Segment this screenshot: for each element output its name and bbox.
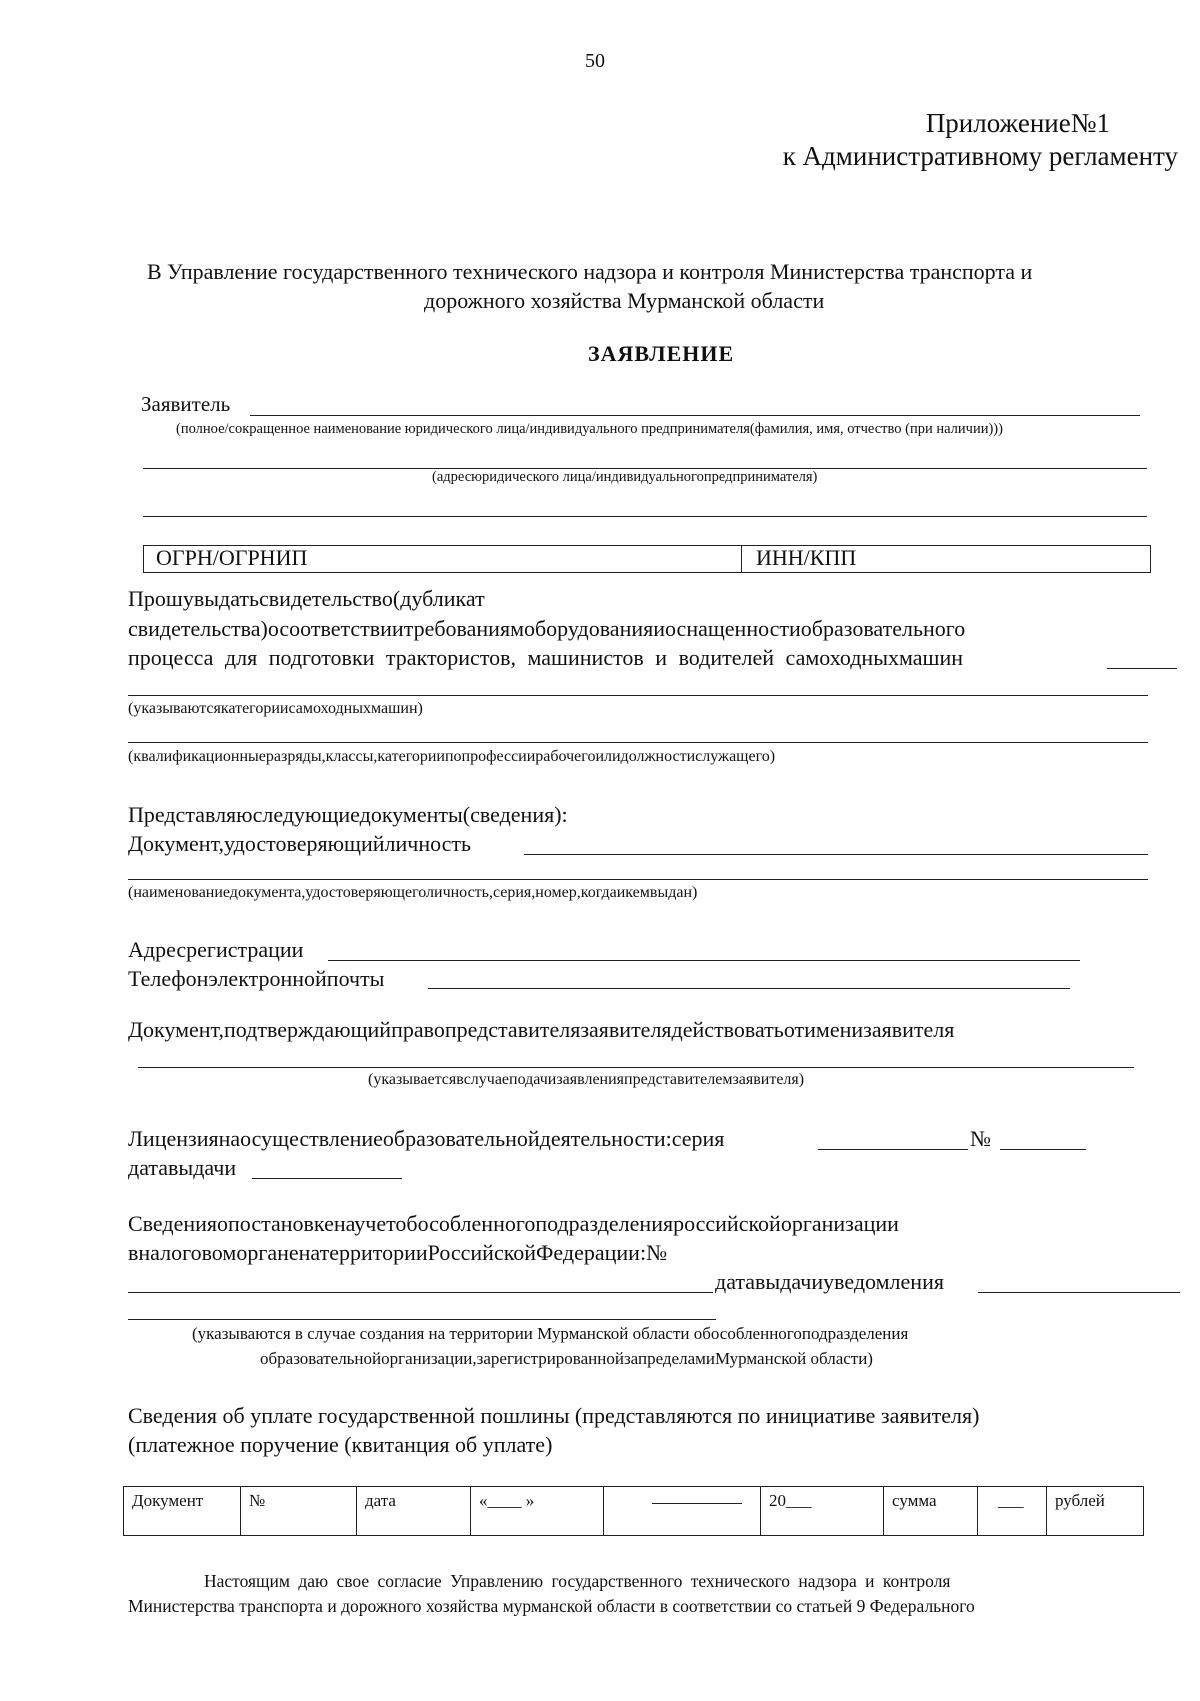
license-date-field[interactable] [252, 1178, 402, 1179]
license-number-field[interactable] [1000, 1149, 1086, 1150]
branch-notice-date-label: датавыдачиуведомления [715, 1269, 944, 1294]
documents-intro: Представляюследующиедокументы(сведения): [128, 802, 568, 827]
addressee-line-1: В Управление государственного технического надзора и контроля Министерства транспорта и [147, 259, 1033, 284]
appendix-label: Приложение№1 [925, 108, 1110, 138]
consent-line-2: Министерства транспорта и дорожного хозяйства мурманской области в соответствии со статьей 9 Федерального [128, 1596, 975, 1616]
reg-address-label: Адресрегистрации [128, 937, 304, 962]
request-line-2: свидетельства)осоответствиитребованиямоборудованияиоснащенностиобразовательного [128, 616, 966, 641]
phone-email-field[interactable] [428, 988, 1070, 989]
branch-line-2: вналоговоморганенатерриторииРоссийскойФедерации:№ [128, 1240, 668, 1265]
license-number-sign: № [970, 1126, 991, 1151]
representative-doc-field[interactable] [138, 1067, 1134, 1068]
payment-date-cell: дата [357, 1487, 471, 1536]
payment-row [124, 1487, 1144, 1536]
payment-table [123, 1486, 1144, 1536]
qualification-caption: (квалификационныеразряды,классы,категориипопрофессиирабочегоилидолжностислужащего) [128, 748, 776, 765]
request-machines-field[interactable] [1107, 668, 1177, 669]
payment-number-cell[interactable]: № [241, 1487, 357, 1536]
inn-cell[interactable]: ИНН/КПП [756, 545, 857, 570]
branch-extra-field[interactable] [128, 1319, 716, 1320]
applicant-field[interactable] [250, 415, 1140, 416]
document-title: ЗАЯВЛЕНИЕ [588, 341, 735, 366]
payment-rubles-cell: рублей [1047, 1487, 1144, 1536]
branch-caption-line-2: образовательнойорганизации,зарегистрированнойзапределамиМурманской области) [260, 1349, 873, 1368]
machine-categories-field[interactable] [128, 695, 1148, 696]
addressee-line-2: дорожного хозяйства Мурманской области [424, 288, 825, 313]
branch-line-1: Сведенияопостановкенаучетобособленногоподразделенияроссийскойорганизации [128, 1211, 899, 1236]
branch-caption-line-1: (указываются в случае создания на территории Мурманской области обособленногоподразделения [192, 1324, 909, 1343]
payment-sum-cell[interactable]: ___ [978, 1487, 1047, 1536]
payment-year-cell[interactable]: 20___ [761, 1487, 884, 1536]
consent-line-1: Настоящим даю свое согласие Управлению государственного технического надзора и контроля [204, 1571, 951, 1591]
branch-notice-date-field[interactable] [978, 1292, 1180, 1293]
applicant-extra-field[interactable] [143, 516, 1147, 517]
qualification-field[interactable] [128, 742, 1148, 743]
id-document-field-2[interactable] [128, 879, 1148, 880]
applicant-caption: (полное/сокращенное наименование юридического лица/индивидуального предпринимателя(фамилия, имя, отчество (при наличии))) [176, 421, 1003, 437]
ogrn-cell[interactable]: ОГРН/ОГРНИП [156, 545, 308, 570]
fee-line-2: (платежное поручение (квитанция об уплате) [128, 1432, 553, 1457]
page-number: 50 [585, 50, 605, 72]
payment-sum-label-cell: сумма [884, 1487, 978, 1536]
payment-document-cell: Документ [124, 1487, 241, 1536]
license-label: Лицензиянаосуществлениеобразовательнойдеятельности:серия [128, 1126, 725, 1151]
id-document-label: Документ,удостоверяющийличность [128, 831, 472, 856]
ids-table [143, 545, 1151, 573]
id-document-field[interactable] [524, 854, 1148, 855]
representative-doc-label: Документ,подтверждающийправопредставителязаявителядействоватьотименизаявителя [128, 1017, 955, 1042]
payment-month-cell[interactable] [604, 1487, 761, 1536]
applicant-label: Заявитель [141, 392, 231, 416]
license-series-field[interactable] [818, 1149, 968, 1150]
id-document-caption: (наименованиедокумента,удостоверяющеголичность,серия,номер,когдаикемвыдан) [128, 884, 698, 901]
license-date-label: датавыдачи [128, 1155, 237, 1180]
reg-address-field[interactable] [328, 960, 1080, 961]
request-line-3: процесса для подготовки трактористов, машинистов и водителей самоходныхмашин [128, 645, 964, 670]
representative-doc-caption: (указываетсявслучаеподачизаявленияпредставителемзаявителя) [368, 1071, 805, 1088]
machine-categories-caption: (указываютсякатегориисамоходныхмашин) [128, 700, 423, 717]
request-line-1: Прошувыдатьсвидетельство(дубликат [128, 586, 485, 611]
appendix-regulation: к Административному регламенту [782, 141, 1178, 171]
fee-line-1: Сведения об уплате государственной пошлины (представляются по инициативе заявителя) [128, 1403, 980, 1428]
payment-day-cell[interactable]: «____ » [471, 1487, 604, 1536]
branch-number-field[interactable] [128, 1292, 713, 1293]
applicant-address-caption: (адресюридического лица/индивидуальногопредпринимателя) [432, 469, 818, 485]
phone-email-label: Телефонэлектроннойпочты [128, 966, 385, 991]
